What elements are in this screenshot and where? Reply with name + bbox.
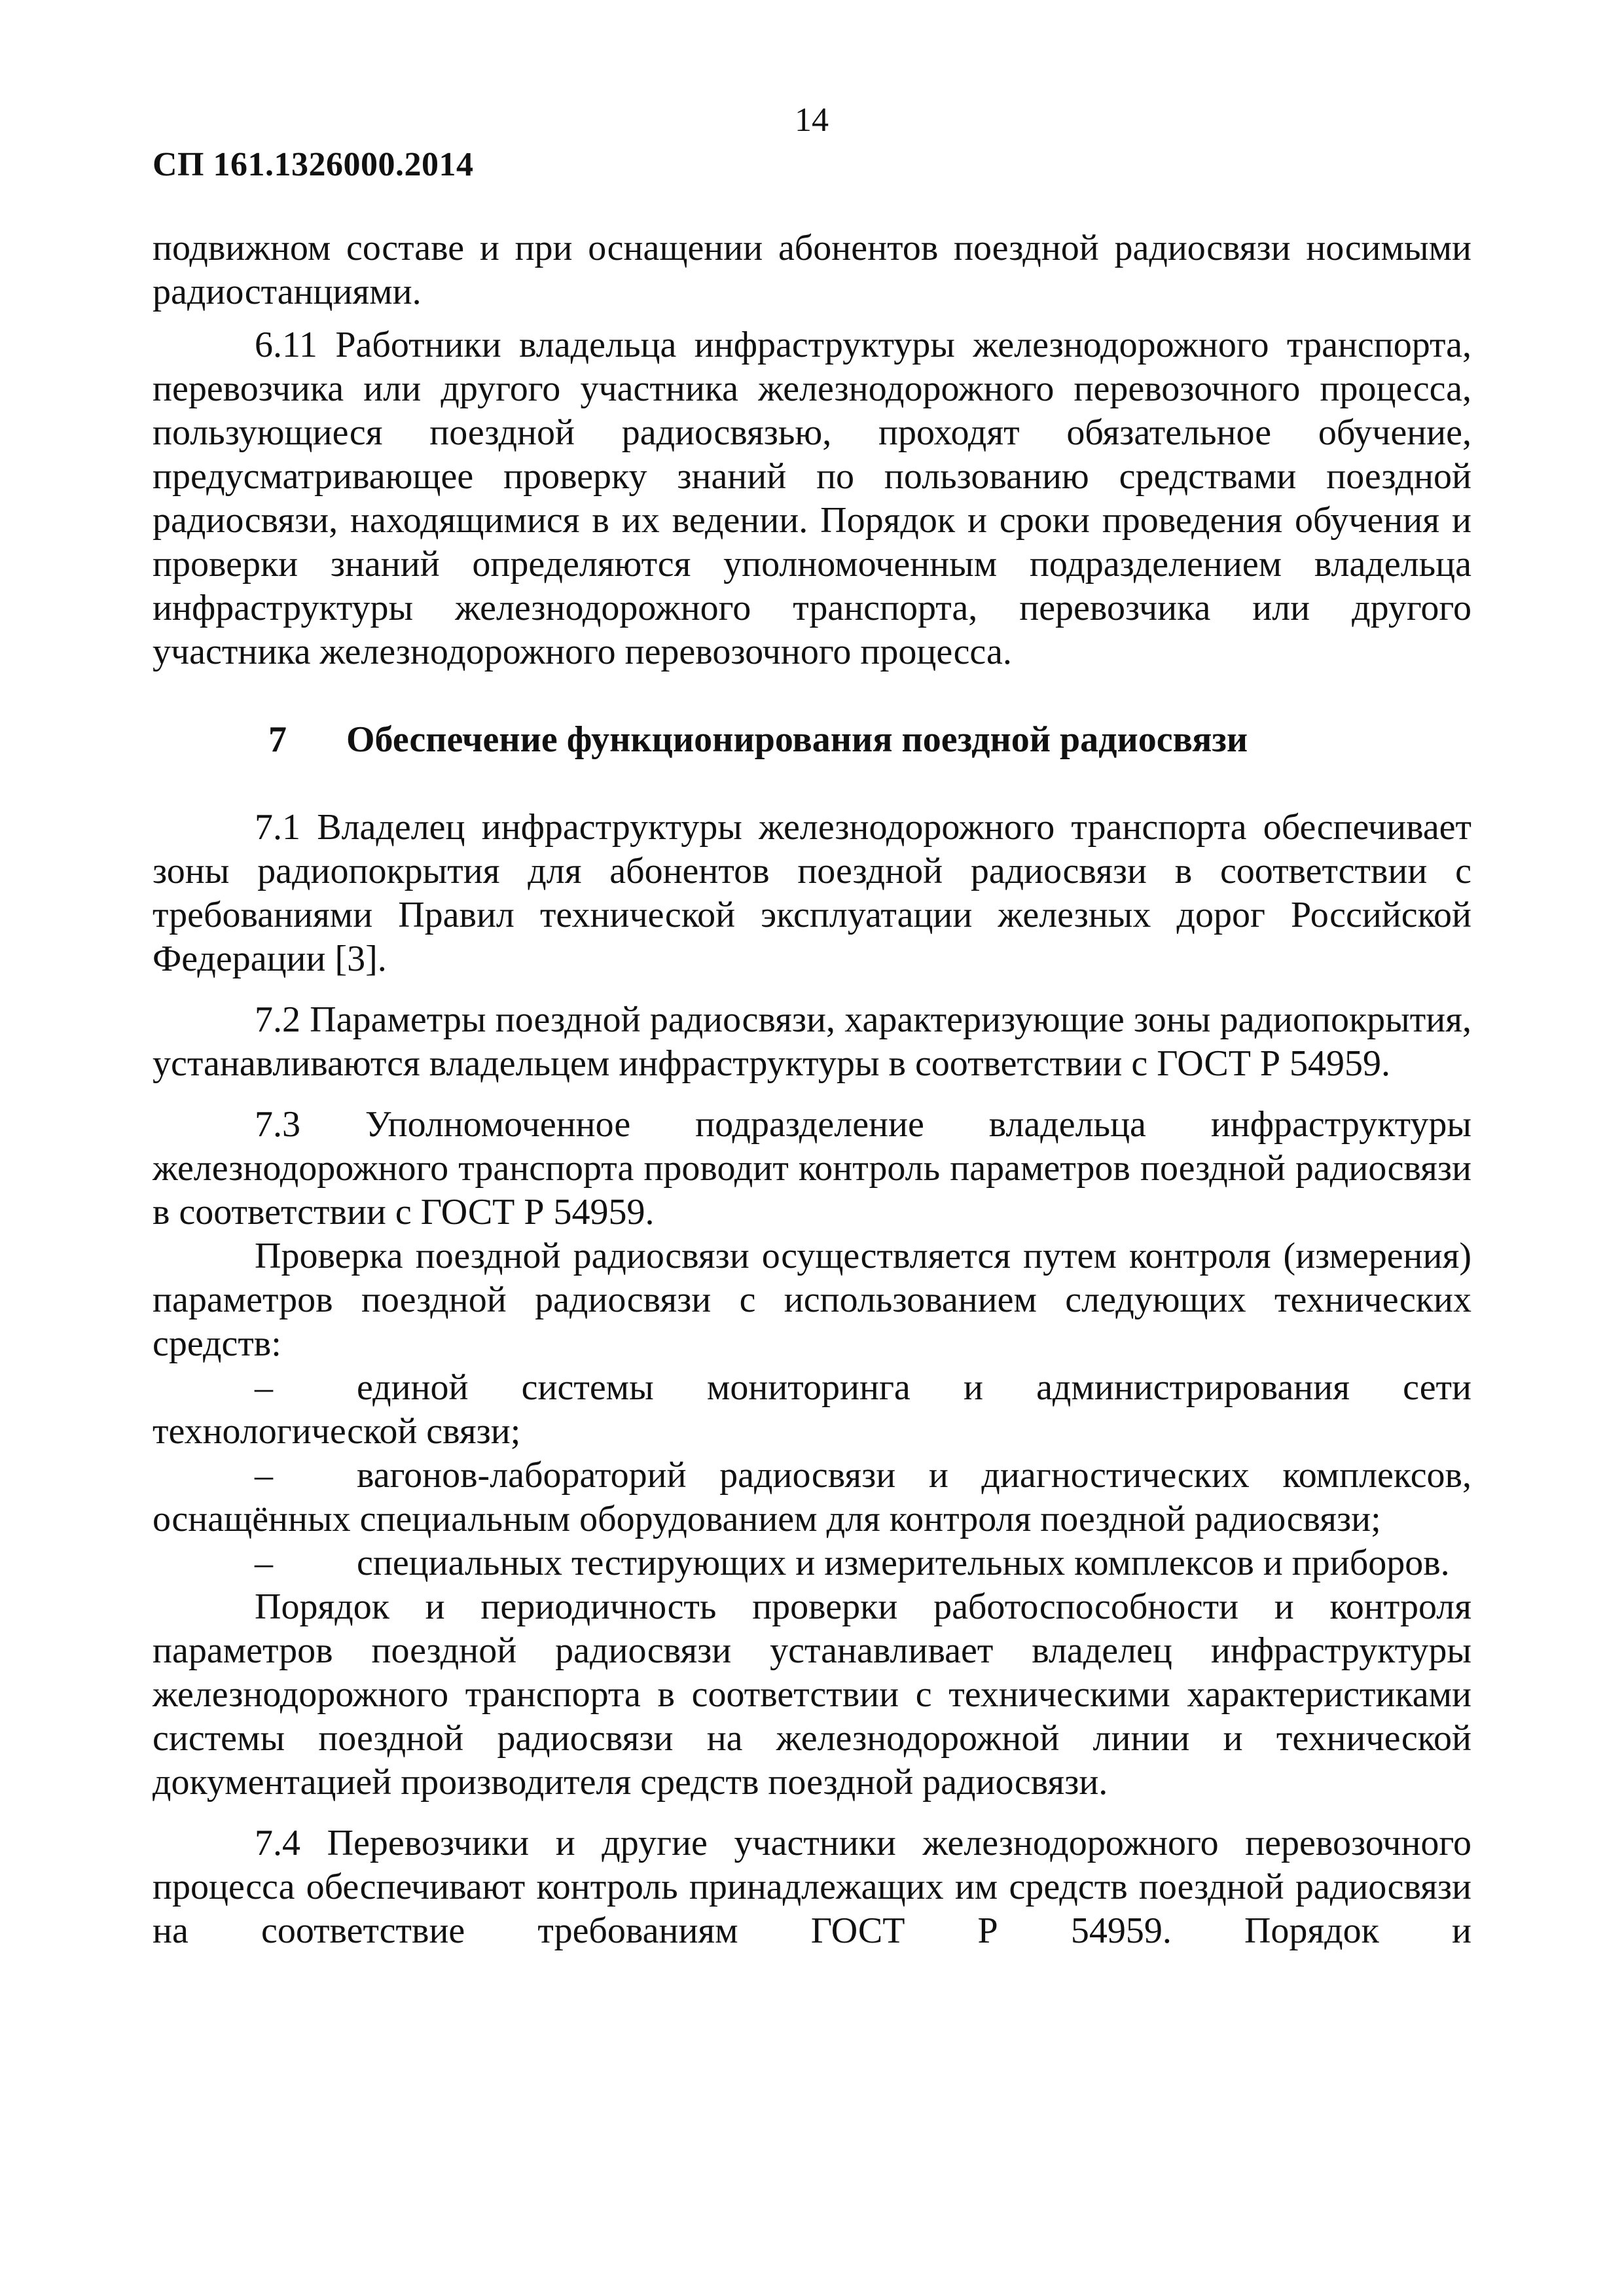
list-item (153, 1541, 1471, 1585)
section-heading-7 (153, 718, 1471, 762)
list-dash: – (255, 1367, 273, 1408)
list-dash: – (255, 1543, 273, 1583)
section-number: 7 (268, 719, 287, 760)
paragraph-check: Проверка поездной радиосвязи осуществляется путем контроля (измерения) параметров поездной радиосвязи с использованием следующих технических средств: (153, 1236, 1471, 1364)
spacer (153, 762, 1471, 806)
list-item-text: единой системы мониторинга и администрирования сети технологической связи; (153, 1367, 1471, 1452)
paragraph-7-3: 7.3 Уполномоченное подразделение владельца инфраструктуры железнодорожного транспорта проводит контроль параметров поездной радиосвязи в соответствии с ГОСТ Р 54959. (153, 1104, 1471, 1232)
page-body (153, 226, 1471, 1953)
list-item (153, 1454, 1471, 1541)
page-number: 14 (795, 101, 829, 139)
paragraph-7-2: 7.2 Параметры поездной радиосвязи, характеризующие зоны радиопокрытия, устанавливаются владельцем инфраструктуры в соответствии с ГОСТ Р 54959. (153, 999, 1471, 1084)
list-dash: – (255, 1455, 273, 1496)
paragraph-7-4: 7.4 Перевозчики и другие участники железнодорожного перевозочного процесса обеспечивают контроль принадлежащих им средств поездной радиосвязи на соответствие требованиям ГОСТ Р 54959. Порядок и (153, 1823, 1471, 1951)
spacer (153, 674, 1471, 718)
document-code: СП 161.1326000.2014 (153, 146, 474, 183)
paragraph-order: Порядок и периодичность проверки работоспособности и контроля параметров поездной радиосвязи устанавливает владелец инфраструктуры железнодорожного транспорта в соответствии с техническими характеристиками системы поездной радиосвязи на железнодорожной линии и технической документацией производителя средств поездной радиосвязи. (153, 1587, 1471, 1803)
section-title: Обеспечение функционирования поездной радиосвязи (346, 719, 1248, 760)
list-item (153, 1366, 1471, 1454)
list-item-text: специальных тестирующих и измерительных комплексов и приборов. (357, 1543, 1450, 1583)
paragraph-6-11: 6.11 Работники владельца инфраструктуры железнодорожного транспорта, перевозчика или другого участника железнодорожного перевозочного процесса, пользующиеся поездной радиосвязью, проходят обязательное обучение, предусматривающее проверку знаний по пользованию средствами поездной радиосвязи, находящимися в их ведении. Порядок и сроки проведения обучения и проверки знаний определяются уполномоченным подразделением владельца инфраструктуры железнодорожного транспорта, перевозчика или другого участника железнодорожного перевозочного процесса. (153, 325, 1471, 672)
paragraph-7-1: 7.1 Владелец инфраструктуры железнодорожного транспорта обеспечивает зоны радиопокрытия для абонентов поездной радиосвязи в соответствии с требованиями Правил технической эксплуатации железных дорог Российской Федерации [3]. (153, 807, 1471, 979)
list-item-text: вагонов-лабораторий радиосвязи и диагностических комплексов, оснащённых специальным оборудованием для контроля поездной радиосвязи; (153, 1455, 1471, 1539)
paragraph-continuation: подвижном составе и при оснащении абонентов поездной радиосвязи носимыми радиостанциями. (153, 228, 1471, 312)
